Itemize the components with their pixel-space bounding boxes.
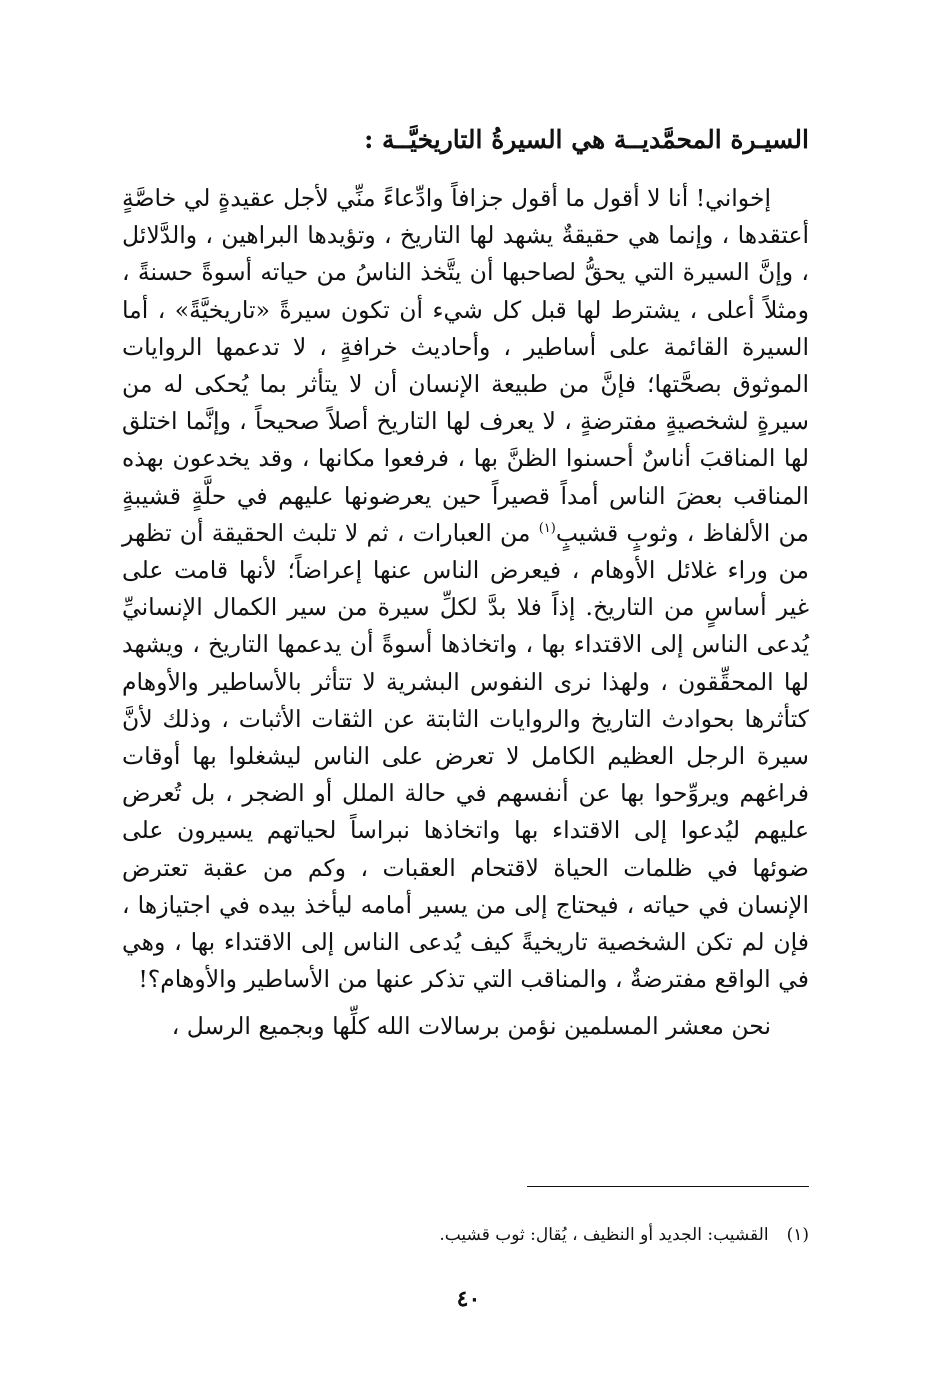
- body-text: [122, 180, 809, 1046]
- paragraph-1-part-2: من العبارات ، ثم لا تلبث الحقيقة أن تظهر من وراء غلائل الأوهام ، فيعرض الناس عنها إعراضاً؛ لأنها قامت على غير أساسٍ من التاريخ. إذاً فلا بدَّ لكلِّ سيرة من سير الكمال الإنسانيِّ يُدعى الناس إلى الاقتداء بها ، واتخاذها أسوةً أن يدعمها التاريخ ، ويشهد لها المحقِّقون ، ولهذا نرى النفوس البشرية لا تتأثر بالأساطير والأوهام كتأثرها بحوادث التاريخ والروايات الثابتة عن الثقات الأثبات ، وذلك لأنَّ سيرة الرجل العظيم الكامل لا تعرض على الناس ليشغلوا بها أوقات فراغهم ويروِّحوا بها عن أنفسهم في حالة الملل أو الضجر ، بل تُعرض عليهم ليُدعوا إلى الاقتداء بها واتخاذها نبراساً لحياتهم يسيرون على ضوئها في ظلمات الحياة لاقتحام العقبات ، وكم من عقبة تعترض الإنسان في حياته ، فيحتاج إلى من يسير أمامه ليأخذ بيده في اجتيازها ، فإن لم تكن الشخصية تاريخيةً كيف يُدعى الناس إلى الاقتداء بها ، وهي في الواقع مفترضةٌ ، والمناقب التي تذكر عنها من الأساطير والأوهام؟!: [122, 518, 809, 994]
- paragraph-1-part-1: إخواني! أنا لا أقول ما أقول جزافاً وادِّعاءً منِّي لأجل عقيدةٍ لي خاصَّةٍ أعتقدها ، وإنما هي حقيقةٌ يشهد لها التاريخ ، وتؤيدها البراهين ، والدَّلائل ، وإنَّ السيرة التي يحقُّ لصاحبها أن يتَّخذ الناسُ من حياته أسوةً حسنةً ، ومثلاً أعلى ، يشترط لها قبل كل شيء أن تكون سيرةً «تاريخيَّةً» ، أما السيرة القائمة على أساطير ، وأحاديث خرافةٍ ، لا تدعمها الروايات الموثوق بصحَّتها؛ فإنَّ من طبيعة الإنسان أن لا يتأثر بما يُحكى له من سيرةٍ لشخصيةٍ مفترضةٍ ، لا يعرف لها التاريخ أصلاً صحيحاً ، وإنَّما اختلق لها المناقبَ أناسٌ أحسنوا الظنَّ بها ، فرفعوا مكانها ، وقد يخدعون بهذه المناقب بعضَ الناس أمداً قصيراً حين يعرضونها عليهم في حلَّةٍ قشيبةٍ من الألفاظ ، وثوبٍ قشيبٍ: [122, 184, 809, 547]
- paragraph-2: نحن معشر المسلمين نؤمن برسالات الله كلِّها وبجميع الرسل ،: [171, 1012, 771, 1041]
- footnote-marker[interactable]: (١): [538, 521, 556, 536]
- paragraph-1: [122, 180, 809, 998]
- footnote-text: القشيب: الجديد أو النظيف ، يُقال: ثوب قشيب.: [439, 1225, 769, 1245]
- section-heading: السيـرة المحمَّديــة هي السيرةُ التاريخيَّــة :: [364, 125, 809, 154]
- footnote-divider: [527, 1186, 809, 1187]
- footnote: [122, 1222, 809, 1248]
- footnote-number: (١): [786, 1225, 809, 1245]
- page-number: ٤٠: [456, 1286, 481, 1312]
